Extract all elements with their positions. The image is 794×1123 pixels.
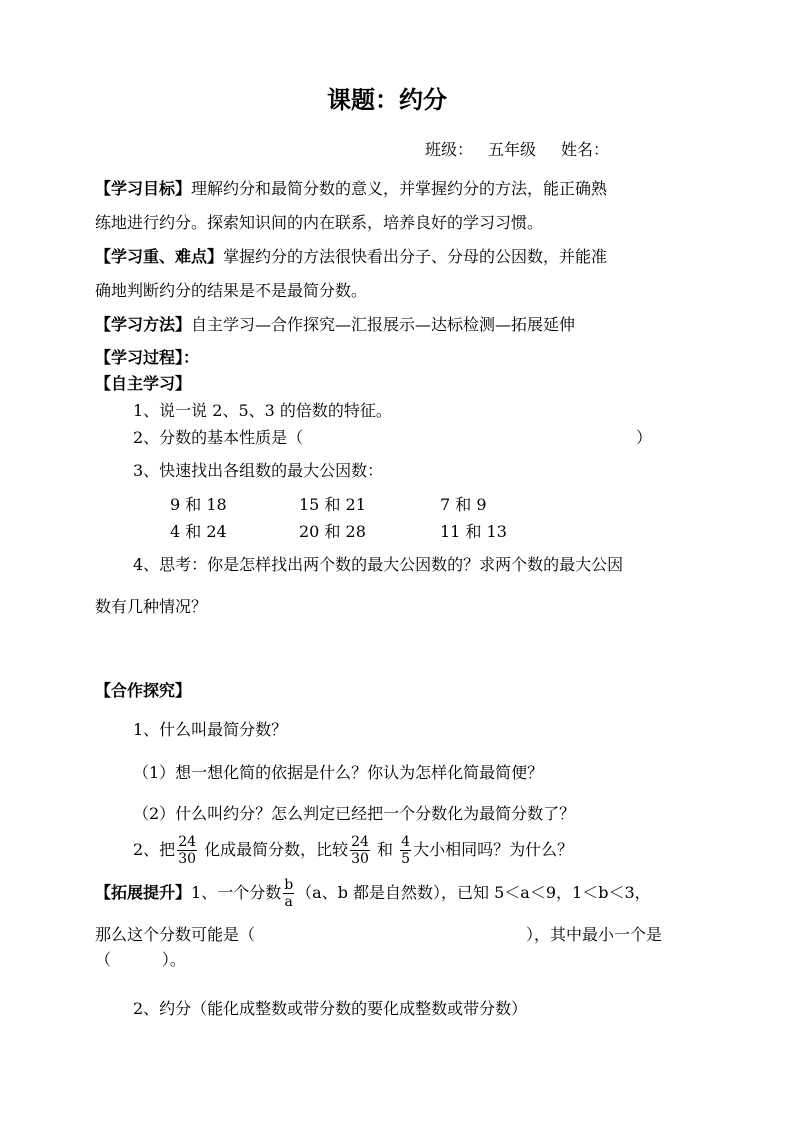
extend-q2: 2、约分（能化成整数或带分数的要化成整数或带分数） <box>133 999 528 1018</box>
self-q2-close: ） <box>636 428 653 447</box>
extend-line2b: ），其中最小一个是 <box>526 925 663 944</box>
self-q4-line2: 数有几种情况？ <box>95 597 208 616</box>
process-label: 【学习过程】： <box>95 348 200 367</box>
extend-line1: 【拓展提升】1、一个分数 $\frac{b}{a}$ （a、b 都是自然数），已知 5＜a＜9，1＜b＜3， <box>95 877 651 910</box>
self-q3: 3、快速找出各组数的最大公因数： <box>133 461 384 480</box>
page-title: 课题：约分 <box>327 86 447 114</box>
coop-label: 【合作探究】 <box>95 681 192 700</box>
extend-line2a: 那么这个分数可能是（ <box>95 925 256 944</box>
goals-label: 【学习目标】 <box>95 179 192 198</box>
method-line: 【学习方法】自主学习—合作探究—汇报展示—达标检测—拓展延伸 <box>95 315 576 334</box>
key-label: 【学习重、难点】 <box>95 247 224 266</box>
coop-q1a: （1）想一想化简的依据是什么？你认为怎样化简最简便？ <box>133 763 544 782</box>
fraction: $\frac{b}{a}$ <box>284 877 294 910</box>
pair-item: 15 和 21 <box>299 495 366 514</box>
goals-line1: 【学习目标】理解约分和最简分数的意义，并掌握约分的方法，能正确熟 <box>95 179 608 198</box>
self-q1: 1、说一说 2、5、3 的倍数的特征。 <box>133 401 392 420</box>
pair-item: 11 和 13 <box>440 522 507 541</box>
fraction: $\frac{24}{30}$ <box>178 834 197 867</box>
self-q4-line1: 4、思考：你是怎样找出两个数的最大公因数的？求两个数的最大公因 <box>133 555 624 574</box>
self-study-label: 【自主学习】 <box>95 374 192 393</box>
fraction: $\frac{24}{30}$ <box>351 834 369 867</box>
pair-item: 20 和 28 <box>299 522 366 541</box>
key-line2: 确地判断约分的结果是不是最简分数。 <box>95 281 368 300</box>
coop-q1: 1、什么叫最简分数？ <box>133 720 288 739</box>
coop-q2: 2、把 $\frac{24}{30}$ 化成最简分数，比较 $\frac{24}{30}$ 和 $\frac{4}{5}$ 大小相同吗？为什么？ <box>133 834 574 867</box>
name-label: 姓名： <box>561 140 610 159</box>
pair-item: 4 和 24 <box>170 522 227 541</box>
class-label: 班级： <box>425 140 474 159</box>
key-line1: 【学习重、难点】掌握约分的方法很快看出分子、分母的公因数，并能准 <box>95 247 608 266</box>
pair-item: 9 和 18 <box>170 495 227 514</box>
fraction: $\frac{4}{5}$ <box>401 834 411 867</box>
class-value: 五年级 <box>488 140 537 159</box>
self-q2: 2、分数的基本性质是（ <box>133 428 304 447</box>
goals-line2: 练地进行约分。探索知识间的内在联系，培养良好的学习习惯。 <box>95 213 544 232</box>
coop-q1b: （2）什么叫约分？怎么判定已经把一个分数化为最简分数了？ <box>133 804 576 823</box>
extend-label: 【拓展提升】 <box>95 883 192 902</box>
pair-item: 7 和 9 <box>440 495 487 514</box>
method-label: 【学习方法】 <box>95 315 192 334</box>
extend-line3: （ ）。 <box>95 950 186 969</box>
